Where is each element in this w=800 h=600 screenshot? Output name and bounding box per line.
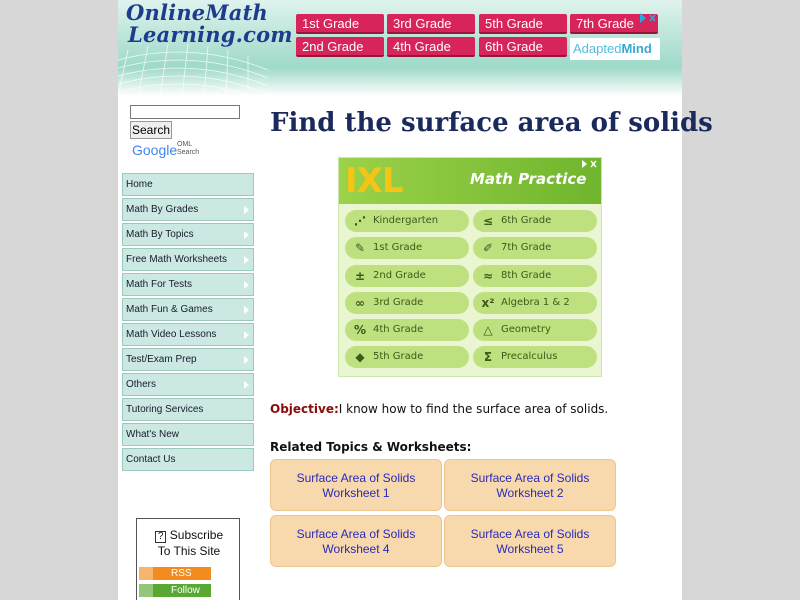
ixl-link-7th-grade[interactable] (473, 237, 597, 259)
nav-item-math-video-lessons[interactable] (122, 323, 254, 346)
ixl-link-label: Precalculus (501, 351, 558, 362)
ixl-link-label: 6th Grade (501, 215, 552, 226)
ixl-link-label: 8th Grade (501, 270, 552, 281)
objective-text: I know how to find the surface area of solids. (338, 402, 609, 416)
pencil-icon: ✎ (354, 241, 366, 255)
ixl-link-label: 4th Grade (373, 324, 424, 335)
follow-label: Follow (171, 585, 200, 596)
nav-item-label: Home (126, 179, 153, 190)
sidebar-nav (122, 173, 254, 473)
sigma-icon: Σ (483, 350, 493, 364)
ixl-link-1st-grade[interactable] (345, 237, 469, 259)
subscribe-line-2: To This Site (157, 544, 221, 558)
subscribe-box (136, 518, 240, 600)
subscribe-line-1: Subscribe (169, 528, 224, 542)
ad-text-1: Adapted (573, 41, 622, 56)
nav-item-math-fun-games[interactable] (122, 298, 254, 321)
worksheet-link-5[interactable]: Surface Area of Solids Worksheet 5 (444, 515, 616, 567)
chevron-right-icon (244, 206, 249, 214)
site-logo[interactable] (126, 2, 293, 46)
search-button[interactable]: Search (131, 123, 171, 137)
ixl-link-kindergarten[interactable] (345, 210, 469, 232)
triangle-icon: △ (483, 323, 493, 337)
pen-icon: ✐ (482, 241, 494, 255)
nav-item-label: Free Math Worksheets (126, 254, 227, 265)
ixl-link-precalculus[interactable] (473, 346, 597, 368)
rss-label: RSS (171, 568, 192, 579)
follow-button[interactable] (139, 584, 211, 597)
nav-item-others[interactable] (122, 373, 254, 396)
nav-item-label: Math Fun & Games (126, 304, 213, 315)
ixl-link-3rd-grade[interactable] (345, 292, 469, 314)
nav-item-label: Others (126, 379, 157, 390)
nav-item-test-exam-prep[interactable] (122, 348, 254, 371)
ixl-link-label: Geometry (501, 324, 551, 335)
worksheet-link-1[interactable]: Surface Area of Solids Worksheet 1 (270, 459, 442, 511)
nav-item-label: Math For Tests (126, 279, 192, 290)
nav-item-whats-new[interactable] (122, 423, 254, 446)
ixl-ad[interactable] (338, 157, 602, 377)
nav-item-label: Math By Topics (126, 229, 194, 240)
ixl-link-5th-grade[interactable] (345, 346, 469, 368)
chevron-right-icon (244, 356, 249, 364)
worksheet-link-2[interactable]: Surface Area of Solids Worksheet 2 (444, 459, 616, 511)
related-heading: Related Topics & Worksheets: (270, 440, 472, 454)
grade-button-7th[interactable]: 7th Grade (570, 14, 658, 34)
ixl-link-algebra[interactable] (473, 292, 597, 314)
ad-choices-icon[interactable] (638, 12, 658, 24)
ixl-link-8th-grade[interactable] (473, 265, 597, 287)
nav-item-label: Math Video Lessons (126, 329, 217, 340)
nav-item-label: Contact Us (126, 454, 176, 465)
grade-button-4th[interactable]: 4th Grade (387, 37, 475, 57)
ixl-ad-header (339, 158, 601, 204)
grade-button-3rd[interactable]: 3rd Grade (387, 14, 475, 34)
grade-button-2nd[interactable]: 2nd Grade (296, 37, 384, 57)
nav-item-free-math-worksheets[interactable] (122, 248, 254, 271)
objective (270, 402, 608, 416)
rss-icon (139, 567, 153, 580)
google-logo: Google (132, 142, 178, 158)
logo-line-1: OnlineMath (126, 0, 268, 25)
worksheet-link-4[interactable]: Surface Area of Solids Worksheet 4 (270, 515, 442, 567)
chevron-right-icon (244, 306, 249, 314)
ixl-link-label: 1st Grade (373, 242, 423, 253)
nav-item-label: Tutoring Services (126, 404, 204, 415)
percent-icon: % (353, 323, 367, 337)
adaptedmind-ad[interactable] (570, 38, 660, 60)
ad-choices-icon[interactable] (581, 159, 599, 169)
rss-button[interactable] (139, 567, 211, 580)
chevron-right-icon (244, 231, 249, 239)
ixl-link-2nd-grade[interactable] (345, 265, 469, 287)
ixl-link-4th-grade[interactable] (345, 319, 469, 341)
page-container (118, 0, 713, 600)
ixl-link-label: 2nd Grade (373, 270, 426, 281)
nav-item-label: Math By Grades (126, 204, 199, 215)
objective-label: Objective: (270, 402, 339, 416)
ad-text-2: Mind (621, 41, 652, 56)
ixl-link-label: 5th Grade (373, 351, 424, 362)
ixl-link-geometry[interactable] (473, 319, 597, 341)
nav-item-math-by-grades[interactable] (122, 198, 254, 221)
nav-item-home[interactable] (122, 173, 254, 196)
ixl-subtitle: Math Practice (470, 170, 587, 188)
approx-icon: ≈ (482, 269, 494, 283)
ixl-link-label: Algebra 1 & 2 (501, 297, 570, 308)
shape-icon: ◆ (355, 350, 365, 364)
chevron-right-icon (244, 256, 249, 264)
dots-icon: ⋰ (354, 214, 366, 228)
chevron-right-icon (244, 281, 249, 289)
nav-item-math-for-tests[interactable] (122, 273, 254, 296)
logo-line-2: Learning.com (128, 22, 293, 47)
grade-button-6th[interactable]: 6th Grade (479, 37, 567, 57)
nav-item-label: What's New (126, 429, 180, 440)
oml-label-2: Search (177, 149, 200, 156)
subscribe-text (137, 527, 241, 559)
chevron-right-icon (244, 381, 249, 389)
chevron-right-icon (244, 331, 249, 339)
nav-item-math-by-topics[interactable] (122, 223, 254, 246)
ixl-logo: IXL (345, 161, 403, 201)
help-icon[interactable]: ? (155, 531, 167, 543)
plus-minus-icon: ± (354, 269, 366, 283)
infinity-icon: ∞ (355, 296, 365, 310)
grade-button-1st[interactable]: 1st Grade (296, 14, 384, 34)
search-input[interactable] (130, 105, 240, 119)
follow-icon (139, 584, 153, 597)
page-title: Find the surface area of solids (270, 108, 713, 138)
nav-item-label: Test/Exam Prep (126, 354, 197, 365)
ixl-link-label: 3rd Grade (373, 297, 424, 308)
oml-label-1: OML (177, 141, 193, 148)
grade-button-5th[interactable]: 5th Grade (479, 14, 567, 34)
x-squared-icon: x² (481, 296, 495, 310)
ixl-link-label: Kindergarten (373, 215, 439, 226)
nav-item-tutoring-services[interactable] (122, 398, 254, 421)
ixl-link-6th-grade[interactable] (473, 210, 597, 232)
nav-item-contact-us[interactable] (122, 448, 254, 471)
site-header (118, 0, 682, 96)
ixl-link-label: 7th Grade (501, 242, 552, 253)
less-equal-icon: ≤ (482, 214, 494, 228)
oml-search-label (177, 141, 199, 157)
